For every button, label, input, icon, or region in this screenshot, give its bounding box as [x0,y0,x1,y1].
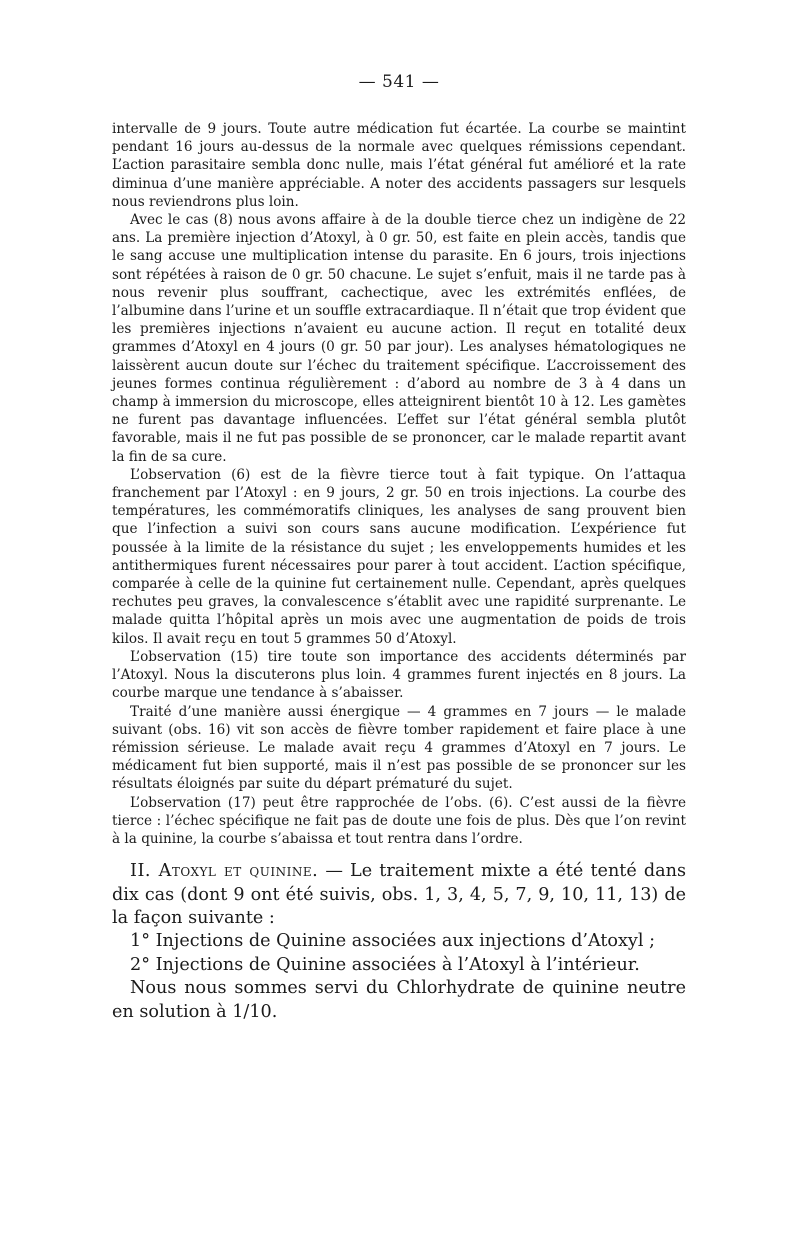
section-paragraph [112,860,686,930]
list-item: 1° Injections de Quinine associées aux injections d’Atoxyl ; [130,931,656,952]
paragraph: Avec le cas (8) nous avons affaire à de la double tierce chez un indigène de 22 ans. La première injection d’Atoxyl, à 0 gr. 50, est faite en plein accès, tandis que le sang accuse une multiplication intense du parasite. En 6 jours, trois injections sont répétées à raison de 0 gr. 50 chacune. Le sujet s’enfuit, mais il ne tarde pas à nous revenir plus souffrant, cachectique, avec les extrémités enflées, de l’albumine dans l’urine et un souffle extracardiaque. Il n’était que trop évident que les premières injections n’avaient eu aucune action. Il reçut en totalité deux grammes d’Atoxyl en 4 jours (0 gr. 50 par jour). Les analyses hématologiques ne laissèrent aucun doute sur l’échec du traitement spécifique. L’accroissement des jeunes formes continua régulièrement : d’abord au nombre de 3 à 4 dans un champ à immersion du microscope, elles atteignirent bientôt 10 à 12. Les gamètes ne furent pas davantage influencées. L’effet sur l’état général sembla plutôt favorable, mais il ne fut pas possible de se prononcer, car le malade repartit avant la fin de sa cure. [112,212,686,465]
paragraph: L’observation (17) peut être rapprochée de l’obs. (6). C’est aussi de la fièvre tierce : l’échec spécifique ne fait pas de doute une fois de plus. Dès que l’on revint à la quinine, la courbe s’abaissa et tout rentra dans l’ordre. [112,794,686,847]
body-text [112,120,686,848]
final-paragraph: Nous nous sommes servi du Chlorhydrate de quinine neutre en solution à 1/10. [112,978,686,1022]
paragraph: L’observation (6) est de la fièvre tierce tout à fait typique. On l’attaqua franchement par l’Atoxyl : en 9 jours, 2 gr. 50 en trois injections. La courbe des températures, les commémoratifs cliniques, les analyses de sang prouvent bien que l’infection a suivi son cours sans aucune modification. L’expérience fut poussée à la limite de la résistance du sujet ; les enveloppements humides et les antithermiques furent nécessaires pour parer à tout accident. L’action spécifique, comparée à celle de la quinine fut certainement nulle. Cependant, après quelques rechutes peu graves, la convalescence s’établit avec une rapidité surprenante. Le malade quitta l’hôpital après un mois avec une augmentation de poids de trois kilos. Il avait reçu en tout 5 grammes 50 d’Atoxyl. [112,466,686,647]
section-text: — Le traitement mixte a été tenté dans dix cas (dont 9 ont été suivis, obs. 1, 3, 4, 5, 7, 9, 10, 11, 13) de la façon suivante : [112,861,686,928]
section-atoxyl-quinine [112,860,686,1024]
list-item: 2° Injections de Quinine associées à l’Atoxyl à l’intérieur. [130,954,640,975]
paragraph: L’observation (15) tire toute son importance des accidents déterminés par l’Atoxyl. Nous la discuterons plus loin. 4 grammes furent injectés en 8 jours. La courbe marque une tendance à s’abaisser. [112,648,686,702]
paragraph: Traité d’une manière aussi énergique — 4 grammes en 7 jours — le malade suivant (obs. 16) vit son accès de fièvre tomber rapidement et faire place à une rémission sérieuse. Le malade avait reçu 4 grammes d’Atoxyl en 7 jours. Le médicament fut bien supporté, mais il n’est pas possible de se prononcer sur les résultats éloignés par suite du départ prématuré du sujet. [112,703,686,793]
document-page [112,72,686,1024]
section-heading: II. Atoxyl et quinine. [130,861,319,882]
page-number: — 541 — [358,72,440,92]
paragraph: intervalle de 9 jours. Toute autre médication fut écartée. La courbe se maintint pendant 16 jours au-dessus de la normale avec quelques rémissions cependant. L’action parasitaire sembla donc nulle, mais l’état général fut amélioré et la rate diminua d’une manière appréciable. A noter des accidents passagers sur lesquels nous reviendrons plus loin. [112,121,686,210]
